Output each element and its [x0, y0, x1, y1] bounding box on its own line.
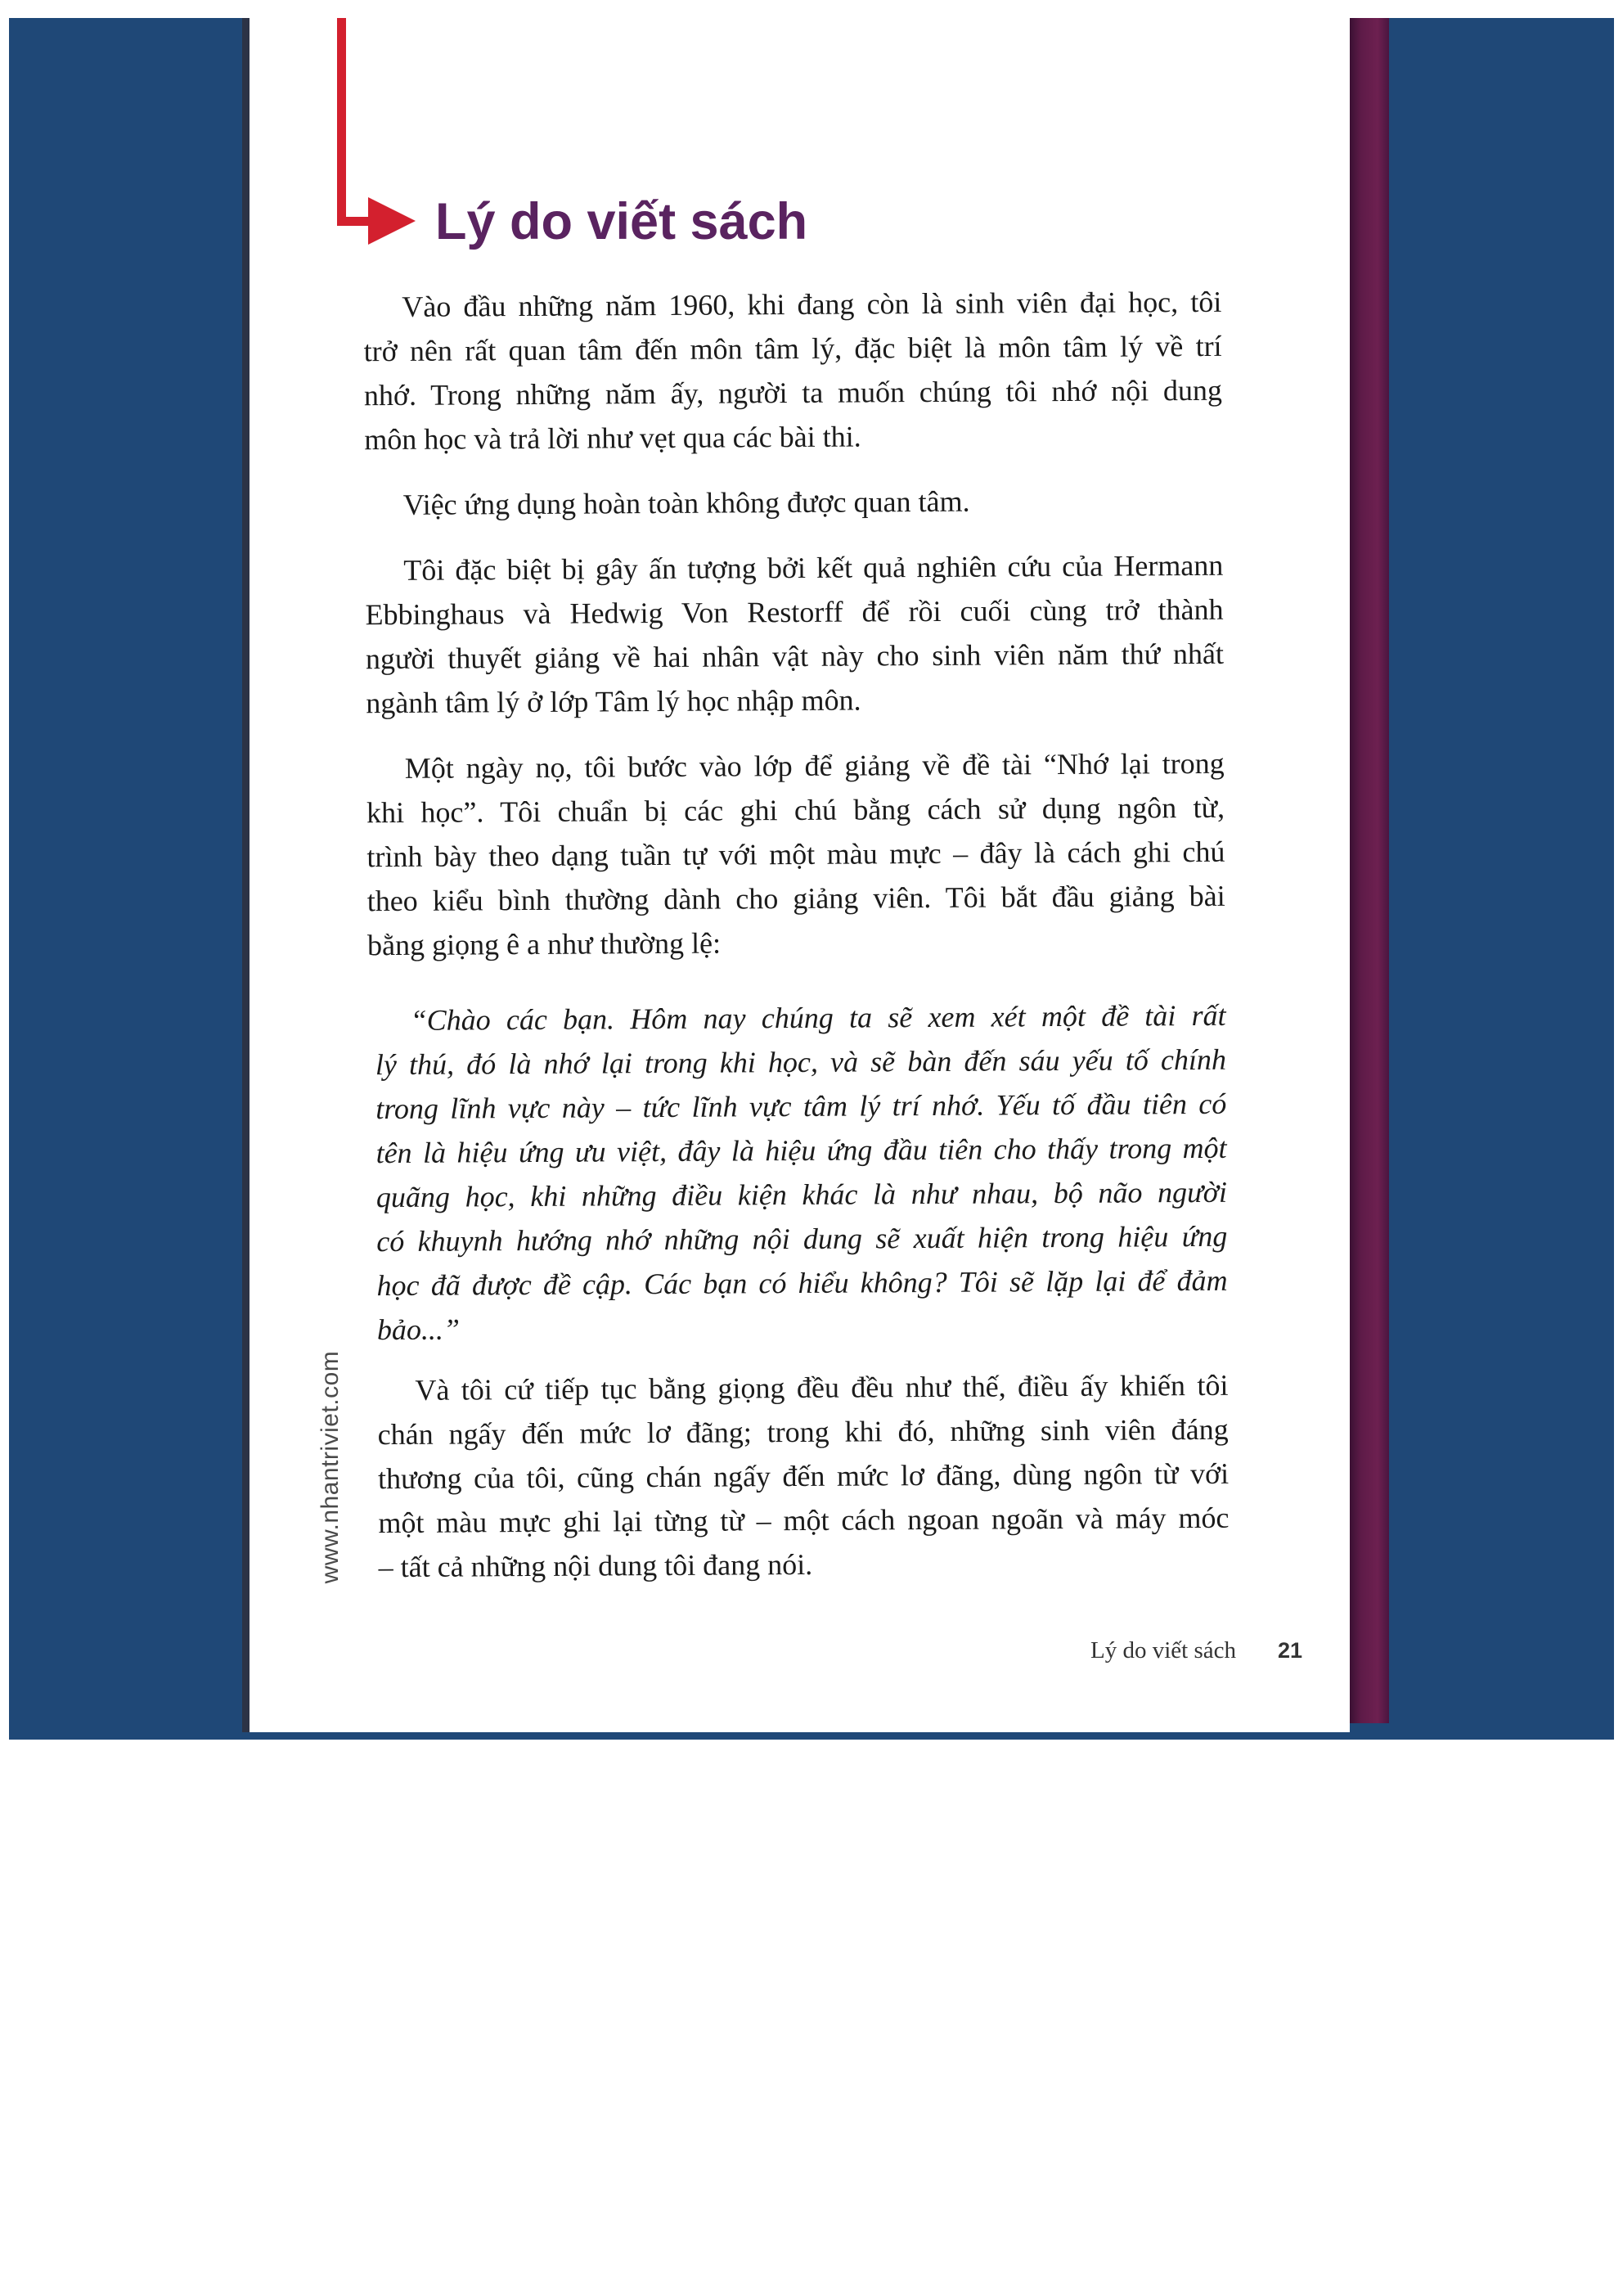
quote-paragraph	[367, 993, 1228, 1352]
arrow-icon-stem	[337, 18, 346, 226]
text-line: Ebbinghaus và Hedwig Von Restorff để rồi cuối cùng trở thành	[365, 592, 1224, 632]
text-line: khi học”. Tôi chuẩn bị các ghi chú bằng cách sử dụng ngôn từ,	[366, 790, 1225, 830]
paragraph	[366, 741, 1226, 967]
text-line: lý thú, đó là nhớ lại trong khi học, và sẽ bàn đến sáu yếu tố chính	[375, 1042, 1227, 1082]
text-line: trở nên rất quan tâm đến môn tâm lý, đặc biệt là môn tâm lý về trí	[363, 329, 1222, 368]
text-line: chán ngấy đến mức lơ đãng; trong khi đó, những sinh viên đáng	[377, 1412, 1229, 1452]
page-left-edge	[242, 18, 250, 1732]
text-line: môn học và trả lời như vẹt qua các bài thi.	[364, 420, 861, 457]
text-line: – tất cả những nội dung tôi đang nói.	[378, 1547, 813, 1584]
text-line: Và tôi cứ tiếp tục bằng giọng đều đều như thế, điều ấy khiến tôi	[415, 1368, 1229, 1407]
running-title: Lý do viết sách	[1090, 1637, 1236, 1663]
text-line: học đã được đề cập. Các bạn có hiểu không? Tôi sẽ lặp lại để đảm	[376, 1263, 1228, 1303]
paragraph	[370, 1363, 1230, 1589]
text-line: bảo...”	[376, 1312, 461, 1347]
text-line: Tôi đặc biệt bị gây ấn tượng bởi kết quả nghiên cứu của Hermann	[403, 548, 1224, 587]
paragraph	[363, 280, 1222, 461]
chapter-title: Lý do viết sách	[435, 193, 808, 250]
text-line: Vào đầu những năm 1960, khi đang còn là sinh viên đại học, tôi	[402, 285, 1222, 323]
page-number: 21	[1278, 1638, 1303, 1663]
body-text	[363, 280, 1230, 1589]
text-line: một màu mực ghi lại từng từ – một cách ngoan ngoãn và máy móc	[378, 1501, 1230, 1540]
text-line: thương của tôi, cũng chán ngấy đến mức lơ đãng, dùng ngôn từ với	[377, 1456, 1230, 1496]
text-line: Việc ứng dụng hoàn toàn không được quan tâm.	[402, 484, 970, 521]
text-line: Một ngày nọ, tôi bước vào lớp để giảng về đề tài “Nhớ lại trong	[404, 746, 1225, 785]
text-line: theo kiểu bình thường dành cho giảng viên. Tôi bắt đầu giảng bài	[366, 879, 1225, 918]
paragraph	[365, 478, 1223, 527]
paragraph	[365, 543, 1224, 725]
arrow-right-icon	[368, 197, 416, 245]
publisher-url: www.nhantriviet.com	[317, 1350, 344, 1584]
text-line: có khuynh hướng nhớ những nội dung sẽ xuất hiện trong hiệu ứng	[376, 1219, 1228, 1258]
text-line: người thuyết giảng về hai nhân vật này cho sinh viên năm thứ nhất	[365, 637, 1225, 676]
book-cover-edge	[1350, 18, 1389, 1723]
text-line: tên là hiệu ứng ưu việt, đây là hiệu ứng đầu tiên cho thấy trong một	[375, 1131, 1227, 1170]
text-line: trong lĩnh vực này – tức lĩnh vực tâm lý trí nhớ. Yếu tố đầu tiên có	[375, 1087, 1227, 1126]
text-line: “Chào các bạn. Hôm nay chúng ta sẽ xem xét một đề tài rất	[410, 998, 1226, 1037]
text-line: bằng giọng ê a như thường lệ:	[366, 926, 722, 962]
text-line: trình bày theo dạng tuần tự với một màu mực – đây là cách ghi chú	[366, 835, 1225, 874]
text-line: nhớ. Trong những năm ấy, người ta muốn chúng tôi nhớ nội dung	[363, 373, 1223, 412]
text-line: ngành tâm lý ở lớp Tâm lý học nhập môn.	[366, 683, 861, 720]
text-line: quãng học, khi những điều kiện khác là như nhau, bộ não người	[375, 1175, 1228, 1214]
